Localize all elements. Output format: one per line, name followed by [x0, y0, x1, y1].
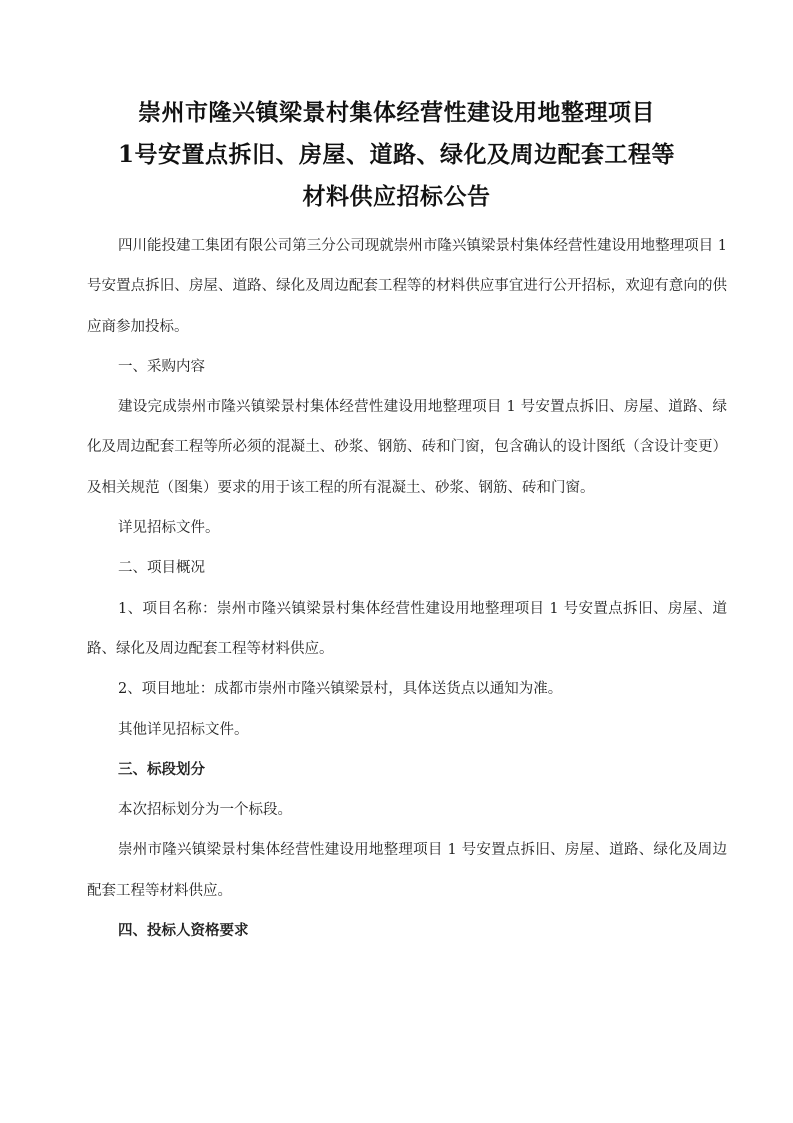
section-3-content-2: 崇州市隆兴镇梁景村集体经营性建设用地整理项目 1 号安置点拆旧、房屋、道路、绿化及周边配套工程等材料供应。 — [87, 842, 727, 899]
section-1-heading: 一、采购内容 — [118, 358, 205, 375]
section-1-note: 详见招标文件。 — [118, 520, 220, 537]
section-3-content-1: 本次招标划分为一个标段。 — [118, 802, 292, 819]
announcement-title — [0, 92, 793, 218]
title-line-1: 崇州市隆兴镇梁景村集体经营性建设用地整理项目 — [138, 99, 655, 126]
intro-paragraph: 四川能投建工集团有限公司第三分公司现就崇州市隆兴镇梁景村集体经营性建设用地整理项目 1 号安置点拆旧、房屋、道路、绿化及周边配套工程等的材料供应事宜进行公开招标，欢迎有意向的供应商参加投标。 — [87, 238, 727, 335]
section-4-heading: 四、投标人资格要求 — [118, 922, 249, 940]
title-line-3: 材料供应招标公告 — [302, 183, 491, 210]
announcement-body — [87, 226, 727, 951]
section-1-content: 建设完成崇州市隆兴镇梁景村集体经营性建设用地整理项目 1 号安置点拆旧、房屋、道路、绿化及周边配套工程等所必须的混凝土、砂浆、钢筋、砖和门窗，包含确认的设计图纸（含设计变更）及相关规范（图集）要求的用于该工程的所有混凝土、砂浆、钢筋、砖和门窗。 — [87, 399, 727, 496]
section-2-heading: 二、项目概况 — [118, 560, 205, 577]
title-line-2: 1号安置点拆旧、房屋、道路、绿化及周边配套工程等 — [117, 141, 675, 168]
section-2-item-2: 2、项目地址：成都市崇州市隆兴镇梁景村，具体送货点以通知为准。 — [118, 681, 563, 698]
section-2-note: 其他详见招标文件。 — [118, 721, 249, 738]
section-3-heading: 三、标段划分 — [118, 760, 205, 778]
section-2-item-1: 1、项目名称：崇州市隆兴镇梁景村集体经营性建设用地整理项目 1 号安置点拆旧、房屋、道路、绿化及周边配套工程等材料供应。 — [87, 600, 727, 657]
